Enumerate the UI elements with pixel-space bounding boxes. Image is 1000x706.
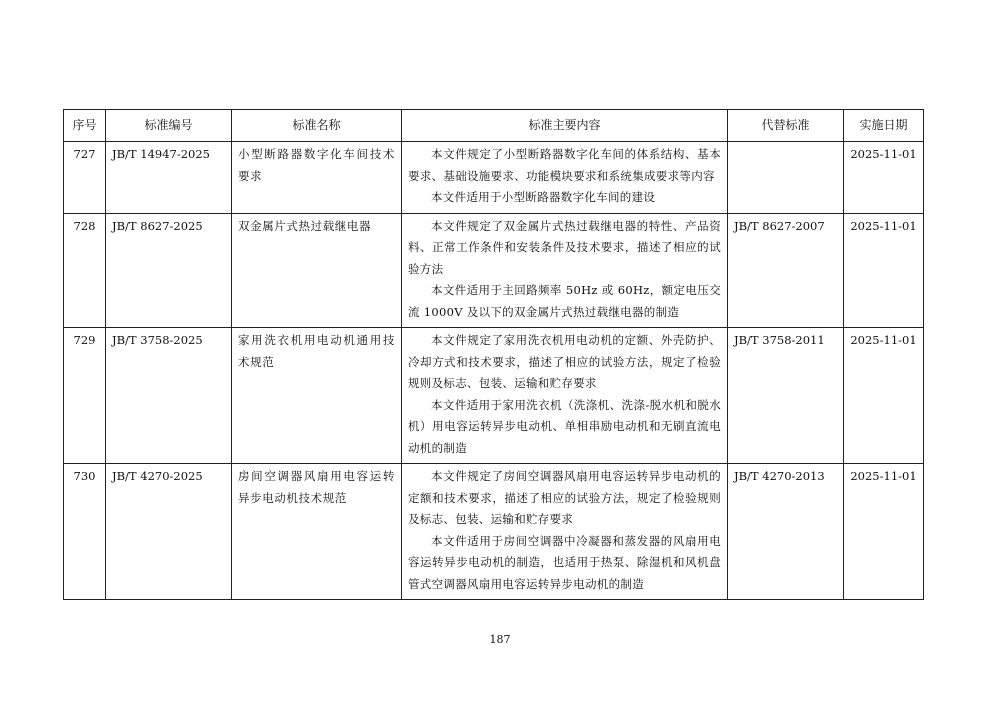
cell-replaced (728, 142, 844, 214)
cell-content (402, 464, 728, 600)
cell-content (402, 213, 728, 328)
cell-name: 双金属片式热过载继电器 (232, 213, 402, 328)
cell-seq: 729 (64, 328, 106, 464)
header-date: 实施日期 (844, 110, 924, 142)
cell-code: JB/T 8627-2025 (106, 213, 232, 328)
cell-name: 家用洗衣机用电动机通用技术规范 (232, 328, 402, 464)
header-seq: 序号 (64, 110, 106, 142)
content-paragraph: 本文件适用于房间空调器中冷凝器和蒸发器的风扇用电容运转异步电动机的制造，也适用于热泵、除湿机和风机盘管式空调器风扇用电容运转异步电动机的制造 (408, 533, 721, 591)
cell-code: JB/T 4270-2025 (106, 464, 232, 600)
page-number: 187 (489, 633, 511, 646)
cell-replaced: JB/T 8627-2007 (728, 213, 844, 328)
cell-content (402, 142, 728, 214)
content-paragraph: 本文件适用于主回路频率 50Hz 或 60Hz，额定电压交流 1000V 及以下的双金属片式热过载继电器的制造 (408, 283, 721, 319)
header-replaced: 代替标准 (728, 110, 844, 142)
cell-code: JB/T 3758-2025 (106, 328, 232, 464)
content-paragraph: 本文件适用于家用洗衣机（洗涤机、洗涤-脱水机和脱水机）用电容运转异步电动机、单相串励电动机和无刷直流电动机的制造 (408, 397, 721, 455)
cell-date: 2025-11-01 (844, 213, 924, 328)
table-row (64, 464, 924, 600)
content-paragraph: 本文件适用于小型断路器数字化车间的建设 (431, 190, 656, 204)
content-paragraph: 本文件规定了小型断路器数字化车间的体系结构、基本要求、基础设施要求、功能模块要求和系统集成要求等内容 (408, 147, 721, 183)
cell-name: 房间空调器风扇用电容运转异步电动机技术规范 (232, 464, 402, 600)
table-header-row (64, 110, 924, 142)
content-paragraph: 本文件规定了房间空调器风扇用电容运转异步电动机的定额和技术要求，描述了相应的试验方法，规定了检验规则及标志、包装、运输和贮存要求 (408, 469, 721, 526)
header-name: 标准名称 (232, 110, 402, 142)
cell-content (402, 328, 728, 464)
cell-code: JB/T 14947-2025 (106, 142, 232, 214)
cell-name: 小型断路器数字化车间技术要求 (232, 142, 402, 214)
cell-date: 2025-11-01 (844, 328, 924, 464)
cell-seq: 727 (64, 142, 106, 214)
cell-seq: 728 (64, 213, 106, 328)
table-row (64, 142, 924, 214)
cell-replaced: JB/T 4270-2013 (728, 464, 844, 600)
header-content: 标准主要内容 (402, 110, 728, 142)
content-paragraph: 本文件规定了家用洗衣机用电动机的定额、外壳防护、冷却方式和技术要求，描述了相应的试验方法，规定了检验规则及标志、包装、运输和贮存要求 (408, 333, 721, 390)
standards-table (63, 109, 924, 600)
cell-seq: 730 (64, 464, 106, 600)
table-row (64, 328, 924, 464)
cell-date: 2025-11-01 (844, 142, 924, 214)
cell-date: 2025-11-01 (844, 464, 924, 600)
header-code: 标准编号 (106, 110, 232, 142)
cell-replaced: JB/T 3758-2011 (728, 328, 844, 464)
table-row (64, 213, 924, 328)
content-paragraph: 本文件规定了双金属片式热过载继电器的特性、产品资料、正常工作条件和安装条件及技术要求，描述了相应的试验方法 (408, 218, 721, 276)
